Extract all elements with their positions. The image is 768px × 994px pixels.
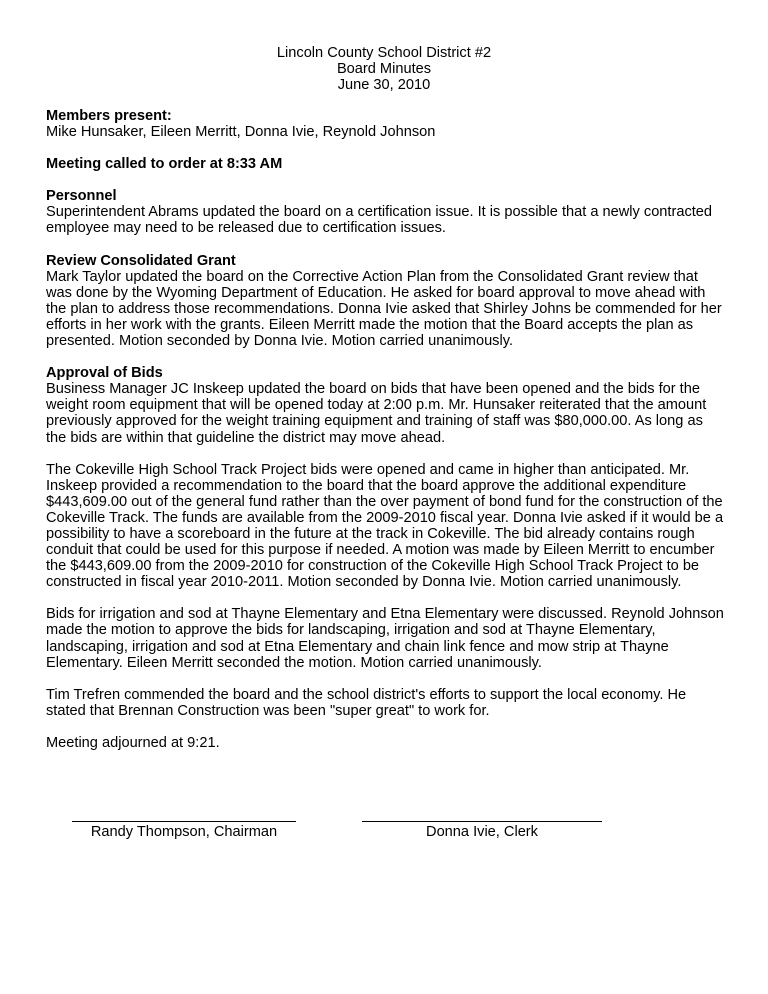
bids-paragraph-local-economy: Tim Trefren commended the board and the school district's efforts to support the local economy. He stated that Brennan Construction was been "super great" to work for.	[46, 686, 687, 719]
minutes-body	[46, 108, 726, 767]
grant-text: Mark Taylor updated the board on the Corrective Action Plan from the Consolidated Grant review that was done by the Wyoming Department of Education. He asked for board approval to move ahead with the plan to address those recommendations. Donna Ivie asked that Shirley Johns be commended for her efforts in her work with the grants. Eileen Merritt made the motion that the Board accepts the plan as presented. Motion seconded by Donna Ivie. Motion carried unanimously.	[46, 268, 722, 350]
document-header	[0, 45, 768, 93]
clerk-signature-block	[362, 807, 602, 840]
chairman-name: Randy Thompson, Chairman	[90, 824, 278, 840]
call-to-order: Meeting called to order at 8:33 AM	[46, 156, 283, 173]
personnel-heading: Personnel	[46, 188, 117, 205]
chairman-signature-block	[72, 807, 296, 840]
members-heading: Members present:	[46, 108, 172, 124]
document-type: Board Minutes	[336, 61, 432, 78]
personnel-section	[46, 188, 726, 236]
bids-paragraph-track: The Cokeville High School Track Project bids were opened and came in higher than anticipated. Mr. Inskeep provided a recommendation to the board that the board approve the additional expenditure $443,609.00 out of the general fund rather than the over payment of bond fund for the construction of the Cokeville Track. The funds are available from the 2009-2010 fiscal year. Donna Ivie asked if it would be a possibility to have a scoreboard in the future at the track in Cokeville. The bid already contains rough conduit that could be used for this purpose if needed. A motion was made by Eileen Merritt to encumber the $443,609.00 from the 2009-2010 for construction of the Cokeville High School Track Project to be constructed in fiscal year 2010-2011. Motion seconded by Donna Ivie. Motion carried unanimously.	[46, 461, 724, 591]
meeting-date: June 30, 2010	[337, 77, 431, 94]
clerk-name: Donna Ivie, Clerk	[426, 824, 538, 840]
grant-heading: Review Consolidated Grant	[46, 252, 236, 269]
bids-section	[46, 365, 726, 445]
clerk-signature-line	[362, 807, 602, 822]
members-section	[46, 108, 726, 140]
bids-paragraph-irrigation: Bids for irrigation and sod at Thayne Elementary and Etna Elementary were discussed. Reynold Johnson made the motion to approve the bids for landscaping, irrigation and sod at Thayne Elementary, landscaping, irrigation and sod at Etna Elementary and chain link fence and mow strip at Thayne Elementary. Eileen Merritt seconded the motion. Motion carried unanimously.	[46, 606, 724, 671]
bids-paragraph-weight-room: Business Manager JC Inskeep updated the board on bids that have been opened and the bids for the weight room equipment that will be opened today at 2:00 p.m. Mr. Hunsaker reiterated that the amount previously approved for the weight training equipment and training of staff was $80,000.00. As long as the bids are within that guideline the district may move ahead.	[46, 381, 707, 446]
bids-heading: Approval of Bids	[46, 365, 163, 382]
district-name: Lincoln County School District #2	[276, 45, 492, 61]
chairman-signature-line	[72, 807, 296, 822]
grant-section	[46, 253, 726, 350]
members-list: Mike Hunsaker, Eileen Merritt, Donna Ivie, Reynold Johnson	[46, 124, 436, 141]
adjournment: Meeting adjourned at 9:21.	[46, 734, 220, 751]
personnel-text: Superintendent Abrams updated the board on a certification issue. It is possible that a newly contracted employee may need to be released due to certification issues.	[46, 204, 713, 237]
